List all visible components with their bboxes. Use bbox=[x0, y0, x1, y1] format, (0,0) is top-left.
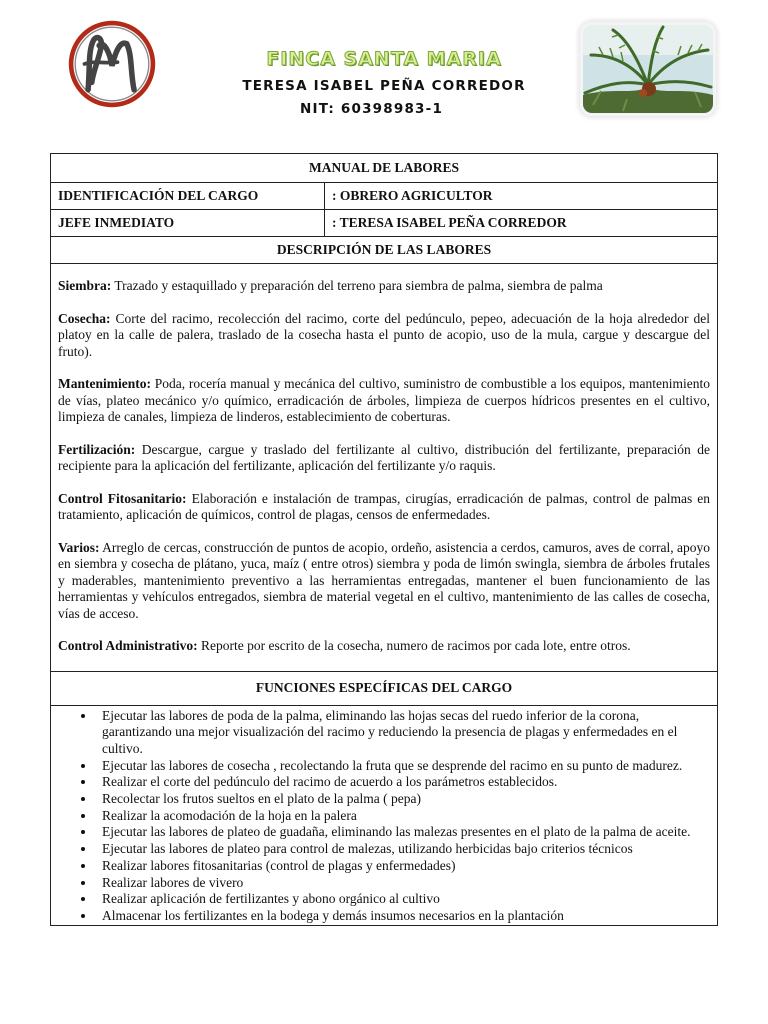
description-text: Elaboración e instalación de trampas, cirugías, erradicación de palmas, control de palmas en tratamiento, aplicación de químicos, control de plagas, censos de enfermedades. bbox=[58, 490, 710, 522]
supervisor-label: JEFE INMEDIATO bbox=[51, 210, 325, 237]
description-text: Descargue, cargue y traslado del fertilizante al cultivo, distribución del fertilizante, preparación de recipiente para la aplicación del fertilizante, aplicación del fertilizante y/o raquis. bbox=[58, 441, 710, 473]
description-item bbox=[58, 491, 710, 524]
function-item: • Ejecutar las labores de plateo de guadaña, eliminando las malezas presentes en el plato de la palma de aceite. bbox=[96, 824, 710, 841]
description-item bbox=[58, 638, 710, 655]
supervisor-value: : TERESA ISABEL PEÑA CORREDOR bbox=[325, 210, 718, 237]
function-item: • Recolectar los frutos sueltos en el plato de la palma ( pepa) bbox=[96, 791, 710, 808]
description-item bbox=[58, 376, 710, 426]
description-term: Control Administrativo: bbox=[58, 638, 198, 653]
description-item bbox=[58, 311, 710, 361]
description-body bbox=[51, 264, 718, 672]
description-heading: DESCRIPCIÓN DE LAS LABORES bbox=[51, 237, 718, 264]
position-value: : OBRERO AGRICULTOR bbox=[325, 183, 718, 210]
description-term: Mantenimiento: bbox=[58, 376, 151, 391]
function-item: • Realizar aplicación de fertilizantes y abono orgánico al cultivo bbox=[96, 891, 710, 908]
palm-tree-photo-icon bbox=[580, 22, 716, 116]
functions-body bbox=[51, 705, 718, 925]
function-item: • Realizar labores fitosanitarias (control de plagas y enfermedades) bbox=[96, 858, 710, 875]
description-term: Control Fitosanitario: bbox=[58, 490, 187, 506]
description-text: Arreglo de cercas, construcción de puntos de acopio, ordeño, asistencia a cerdos, camuros, aves de corral, apoyo en siembra y cosecha de plátano, yuca, maíz ( entre otros) siembra y poda de limón swingla, siembra de árboles frutales y maderables, mantenimiento preventivo a las herramientas entregadas, mantener el buen funcionamiento de las herramientas y vehículos entregados, siembra de material vegetal en el cultivo, mantenimiento de las calles de cosecha, vías de acceso. bbox=[58, 539, 710, 621]
fsm-monogram-logo-icon bbox=[66, 18, 158, 110]
function-item: • Realizar labores de vivero bbox=[96, 875, 710, 892]
function-item: • Realizar la acomodación de la hoja en la palera bbox=[96, 808, 710, 825]
description-item bbox=[58, 540, 710, 623]
brand-name: FINCA SANTA MARIA bbox=[266, 48, 502, 70]
function-item: • Ejecutar las labores de cosecha , recolectando la fruta que se desprende del racimo en su punto de madurez. bbox=[96, 758, 710, 775]
description-item bbox=[58, 278, 710, 295]
function-item: • Ejecutar las labores de plateo para control de malezas, utilizando herbicidas bajo criterios técnicos bbox=[96, 841, 710, 858]
nit-number: NIT: 60398983-1 bbox=[300, 101, 444, 117]
description-text: Corte del racimo, recolección del racimo, corte del pedúnculo, pepeo, adecuación de la hoja alrededor del platoy en la calle de palera, traslado de la cosecha hasta el punto de acopio, uso de la mula, cargue y descargue del fruto). bbox=[58, 310, 710, 359]
functions-heading: FUNCIONES ESPECÍFICAS DEL CARGO bbox=[51, 671, 718, 705]
functions-list bbox=[58, 708, 710, 925]
description-term: Varios: bbox=[58, 539, 100, 555]
function-item: • Almacenar los fertilizantes en la bodega y demás insumos necesarios en la plantación bbox=[96, 908, 710, 925]
description-text: Reporte por escrito de la cosecha, numero de racimos por cada lote, entre otros. bbox=[197, 638, 631, 653]
description-item bbox=[58, 442, 710, 475]
owner-name: TERESA ISABEL PEÑA CORREDOR bbox=[242, 78, 526, 94]
function-item: • Ejecutar las labores de poda de la palma, eliminando las hojas secas del ruedo inferior de la corona, garantizando una mejor visualización del racimo y reduciendo la presencia de plagas y enfermedades en el cultivo. bbox=[96, 708, 710, 758]
description-text: Poda, rocería manual y mecánica del cultivo, suministro de combustible a los equipos, mantenimiento de vías, plateo mecánico y/o químico, erradicación de árboles, limpieza de cuerpos hídricos presentes en el cultivo, limpieza de canales, limpieza de linderos, establecimiento de coberturas. bbox=[58, 376, 710, 424]
description-term: Cosecha: bbox=[58, 310, 111, 326]
manual-title: MANUAL DE LABORES bbox=[51, 154, 718, 183]
labor-manual-table bbox=[50, 153, 718, 926]
description-term: Fertilización: bbox=[58, 441, 136, 457]
description-text: Trazado y estaquillado y preparación del terreno para siembra de palma, siembra de palma bbox=[111, 278, 603, 293]
position-label: IDENTIFICACIÓN DEL CARGO bbox=[51, 183, 325, 210]
function-item: • Realizar el corte del pedúnculo del racimo de acuerdo a los parámetros establecidos. bbox=[96, 774, 710, 791]
brand-name-block bbox=[160, 48, 608, 70]
description-term: Siembra: bbox=[58, 278, 112, 293]
